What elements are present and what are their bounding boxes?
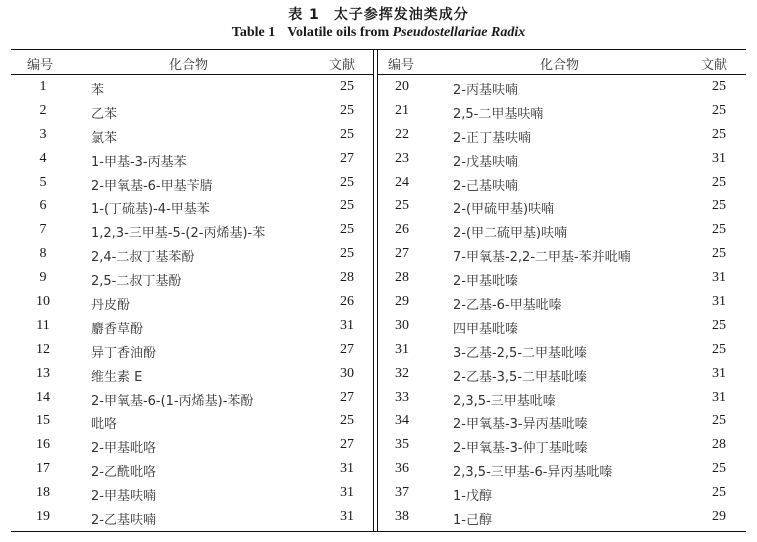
reference-number: 25 bbox=[712, 198, 726, 214]
reference-number: 28 bbox=[340, 270, 354, 286]
header-compound: 化合物 bbox=[540, 58, 580, 73]
reference-number: 25 bbox=[340, 126, 354, 142]
caption-cn-label: 表 1 bbox=[288, 7, 320, 23]
reference-number: 25 bbox=[712, 317, 726, 333]
compound-number: 27 bbox=[395, 246, 409, 262]
reference-number: 25 bbox=[712, 341, 726, 357]
reference-number: 25 bbox=[340, 413, 354, 429]
compound-number: 4 bbox=[39, 150, 47, 166]
table-row bbox=[11, 506, 373, 530]
compound-number: 11 bbox=[36, 317, 50, 333]
caption-en-label: Table 1 bbox=[231, 25, 276, 40]
reference-number: 27 bbox=[340, 341, 354, 357]
compound-number: 15 bbox=[36, 413, 50, 429]
table-body-left bbox=[11, 76, 373, 530]
table-row bbox=[378, 458, 746, 482]
compound-name: 2-乙基呋喃 bbox=[91, 513, 156, 529]
table-left-half bbox=[11, 50, 373, 531]
compound-number: 7 bbox=[39, 222, 47, 238]
compound-name: 2-甲氧基-6-(1-丙烯基)-苯酚 bbox=[91, 393, 254, 409]
compound-number: 24 bbox=[395, 174, 409, 190]
reference-number: 31 bbox=[340, 509, 354, 525]
compound-number: 13 bbox=[36, 365, 50, 381]
table-row bbox=[378, 172, 746, 196]
compound-number: 33 bbox=[395, 389, 409, 405]
header-compound: 化合物 bbox=[169, 58, 209, 73]
table-row bbox=[378, 267, 746, 291]
caption-en-species: Pseudostellariae Radix bbox=[392, 25, 526, 40]
reference-number: 25 bbox=[712, 413, 726, 429]
table-row bbox=[11, 76, 373, 100]
compound-number: 26 bbox=[395, 222, 409, 238]
compound-number: 18 bbox=[36, 485, 50, 501]
table-caption-chinese bbox=[0, 4, 757, 24]
table-row bbox=[11, 195, 373, 219]
reference-number: 31 bbox=[712, 270, 726, 286]
table-row bbox=[11, 458, 373, 482]
compound-number: 6 bbox=[39, 198, 47, 214]
compound-number: 28 bbox=[395, 270, 409, 286]
table-row bbox=[378, 243, 746, 267]
table-row bbox=[11, 219, 373, 243]
reference-number: 27 bbox=[340, 437, 354, 453]
table-row bbox=[11, 387, 373, 411]
compound-number: 35 bbox=[395, 437, 409, 453]
compound-number: 8 bbox=[39, 246, 47, 262]
header-number: 编号 bbox=[27, 58, 54, 73]
reference-number: 27 bbox=[340, 389, 354, 405]
reference-number: 25 bbox=[340, 174, 354, 190]
compound-name: 2-甲氧基-3-异丙基吡嗪 bbox=[453, 417, 588, 433]
table-row bbox=[378, 482, 746, 506]
reference-number: 31 bbox=[712, 150, 726, 166]
table-row bbox=[378, 363, 746, 387]
reference-number: 31 bbox=[712, 294, 726, 310]
compound-name: 维生素 E bbox=[91, 369, 143, 385]
compound-number: 29 bbox=[395, 294, 409, 310]
compound-name: 苯 bbox=[91, 83, 105, 98]
table-row bbox=[378, 339, 746, 363]
table-row bbox=[11, 100, 373, 124]
compound-number: 21 bbox=[395, 102, 409, 118]
compound-number: 3 bbox=[39, 126, 47, 142]
reference-number: 31 bbox=[712, 389, 726, 405]
compound-name: 1-己醇 bbox=[453, 513, 492, 529]
header-reference: 文献 bbox=[329, 58, 356, 73]
reference-number: 25 bbox=[712, 126, 726, 142]
reference-number: 27 bbox=[340, 150, 354, 166]
compound-number: 34 bbox=[395, 413, 409, 429]
compound-name: 异丁香油酚 bbox=[91, 345, 157, 361]
compound-name: 2,5-二甲基呋喃 bbox=[453, 106, 544, 122]
compound-number: 14 bbox=[36, 389, 50, 405]
table-row bbox=[11, 339, 373, 363]
reference-number: 25 bbox=[712, 246, 726, 262]
compound-name: 2-丙基呋喃 bbox=[453, 83, 518, 98]
table-caption-english bbox=[0, 25, 757, 41]
compound-name: 2-(甲硫甲基)呋喃 bbox=[453, 202, 555, 218]
compound-name: 麝香草酚 bbox=[91, 321, 144, 337]
table-row bbox=[11, 291, 373, 315]
table-row bbox=[378, 410, 746, 434]
reference-number: 31 bbox=[340, 461, 354, 477]
compound-name: 2-甲基吡嗪 bbox=[453, 274, 518, 290]
header-number: 编号 bbox=[388, 58, 415, 73]
compound-number: 9 bbox=[39, 270, 47, 286]
compound-name: 2,3,5-三甲基吡嗪 bbox=[453, 393, 556, 409]
volatile-oils-table bbox=[11, 49, 746, 532]
table-row bbox=[378, 148, 746, 172]
table-row bbox=[378, 76, 746, 100]
table-row bbox=[11, 410, 373, 434]
table-header-right bbox=[378, 50, 746, 75]
table-row bbox=[378, 195, 746, 219]
compound-name: 2,3,5-三甲基-6-异丙基吡嗪 bbox=[453, 465, 613, 481]
compound-name: 2-己基呋喃 bbox=[453, 178, 518, 194]
compound-number: 30 bbox=[395, 317, 409, 333]
reference-number: 31 bbox=[712, 365, 726, 381]
compound-name: 3-乙基-2,5-二甲基吡嗪 bbox=[453, 345, 588, 361]
compound-number: 10 bbox=[36, 294, 50, 310]
reference-number: 25 bbox=[340, 79, 354, 94]
table-row bbox=[378, 315, 746, 339]
compound-number: 38 bbox=[395, 509, 409, 525]
compound-name: 2-甲氧基-3-仲丁基吡嗪 bbox=[453, 441, 588, 457]
table-row bbox=[378, 124, 746, 148]
compound-number: 25 bbox=[395, 198, 409, 214]
compound-name: 2-(甲二硫甲基)呋喃 bbox=[453, 226, 568, 242]
reference-number: 25 bbox=[340, 246, 354, 262]
compound-name: 1-戊醇 bbox=[453, 489, 492, 505]
reference-number: 31 bbox=[340, 485, 354, 501]
header-reference: 文献 bbox=[701, 58, 728, 73]
compound-name: 吡咯 bbox=[91, 417, 118, 433]
table-row bbox=[378, 291, 746, 315]
reference-number: 28 bbox=[712, 437, 726, 453]
compound-name: 氯苯 bbox=[91, 130, 118, 146]
compound-number: 23 bbox=[395, 150, 409, 166]
table-row bbox=[11, 172, 373, 196]
compound-number: 16 bbox=[36, 437, 50, 453]
reference-number: 25 bbox=[340, 198, 354, 214]
compound-name: 2-戊基呋喃 bbox=[453, 154, 518, 170]
compound-number: 37 bbox=[395, 485, 409, 501]
compound-name: 四甲基吡嗪 bbox=[453, 321, 519, 337]
compound-name: 1,2,3-三甲基-5-(2-丙烯基)-苯 bbox=[91, 226, 266, 242]
reference-number: 25 bbox=[712, 485, 726, 501]
compound-name: 2-甲基呋喃 bbox=[91, 489, 156, 505]
compound-number: 20 bbox=[395, 79, 409, 94]
compound-name: 2-乙基-3,5-二甲基吡嗪 bbox=[453, 369, 588, 385]
reference-number: 25 bbox=[712, 222, 726, 238]
compound-name: 7-甲氧基-2,2-二甲基-苯并吡喃 bbox=[453, 250, 631, 266]
table-row bbox=[11, 434, 373, 458]
table-header-left bbox=[11, 50, 373, 75]
table-body-right bbox=[378, 76, 746, 530]
compound-number: 22 bbox=[395, 126, 409, 142]
table-row bbox=[11, 363, 373, 387]
reference-number: 25 bbox=[712, 174, 726, 190]
table-right-half bbox=[378, 50, 746, 531]
compound-number: 36 bbox=[395, 461, 409, 477]
table-row bbox=[378, 219, 746, 243]
compound-number: 12 bbox=[36, 341, 50, 357]
reference-number: 29 bbox=[712, 509, 726, 525]
compound-number: 31 bbox=[395, 341, 409, 357]
compound-name: 2-乙基-6-甲基吡嗪 bbox=[453, 298, 562, 314]
caption-en-title: Volatile oils from bbox=[287, 25, 393, 40]
compound-name: 乙苯 bbox=[91, 106, 118, 122]
reference-number: 25 bbox=[340, 102, 354, 118]
compound-name: 1-甲基-3-丙基苯 bbox=[91, 154, 187, 170]
compound-name: 2-正丁基呋喃 bbox=[453, 130, 531, 146]
reference-number: 30 bbox=[340, 365, 354, 381]
compound-name: 2-甲氧基-6-甲基苄腈 bbox=[91, 178, 213, 194]
reference-number: 25 bbox=[340, 222, 354, 238]
compound-number: 2 bbox=[39, 102, 47, 118]
table-row bbox=[378, 506, 746, 530]
compound-number: 1 bbox=[39, 79, 47, 94]
compound-name: 2-甲基吡咯 bbox=[91, 441, 156, 457]
table-row bbox=[11, 243, 373, 267]
table-row bbox=[11, 267, 373, 291]
table-row bbox=[11, 315, 373, 339]
reference-number: 25 bbox=[712, 102, 726, 118]
table-row bbox=[11, 482, 373, 506]
compound-number: 5 bbox=[39, 174, 47, 190]
table-row bbox=[11, 124, 373, 148]
compound-number: 32 bbox=[395, 365, 409, 381]
compound-name: 1-(丁硫基)-4-甲基苯 bbox=[91, 202, 210, 218]
table-row bbox=[378, 100, 746, 124]
compound-name: 2,5-二叔丁基酚 bbox=[91, 274, 182, 290]
table-row bbox=[11, 148, 373, 172]
table-row bbox=[378, 434, 746, 458]
table-row bbox=[378, 387, 746, 411]
compound-number: 17 bbox=[36, 461, 50, 477]
compound-name: 2-乙酰吡咯 bbox=[91, 465, 156, 481]
caption-cn-title: 太子参挥发油类成分 bbox=[333, 7, 469, 23]
compound-number: 19 bbox=[36, 509, 50, 525]
compound-name: 2,4-二叔丁基苯酚 bbox=[91, 250, 195, 266]
reference-number: 26 bbox=[340, 294, 354, 310]
compound-name: 丹皮酚 bbox=[91, 298, 131, 314]
reference-number: 25 bbox=[712, 79, 726, 94]
reference-number: 31 bbox=[340, 317, 354, 333]
reference-number: 25 bbox=[712, 461, 726, 477]
